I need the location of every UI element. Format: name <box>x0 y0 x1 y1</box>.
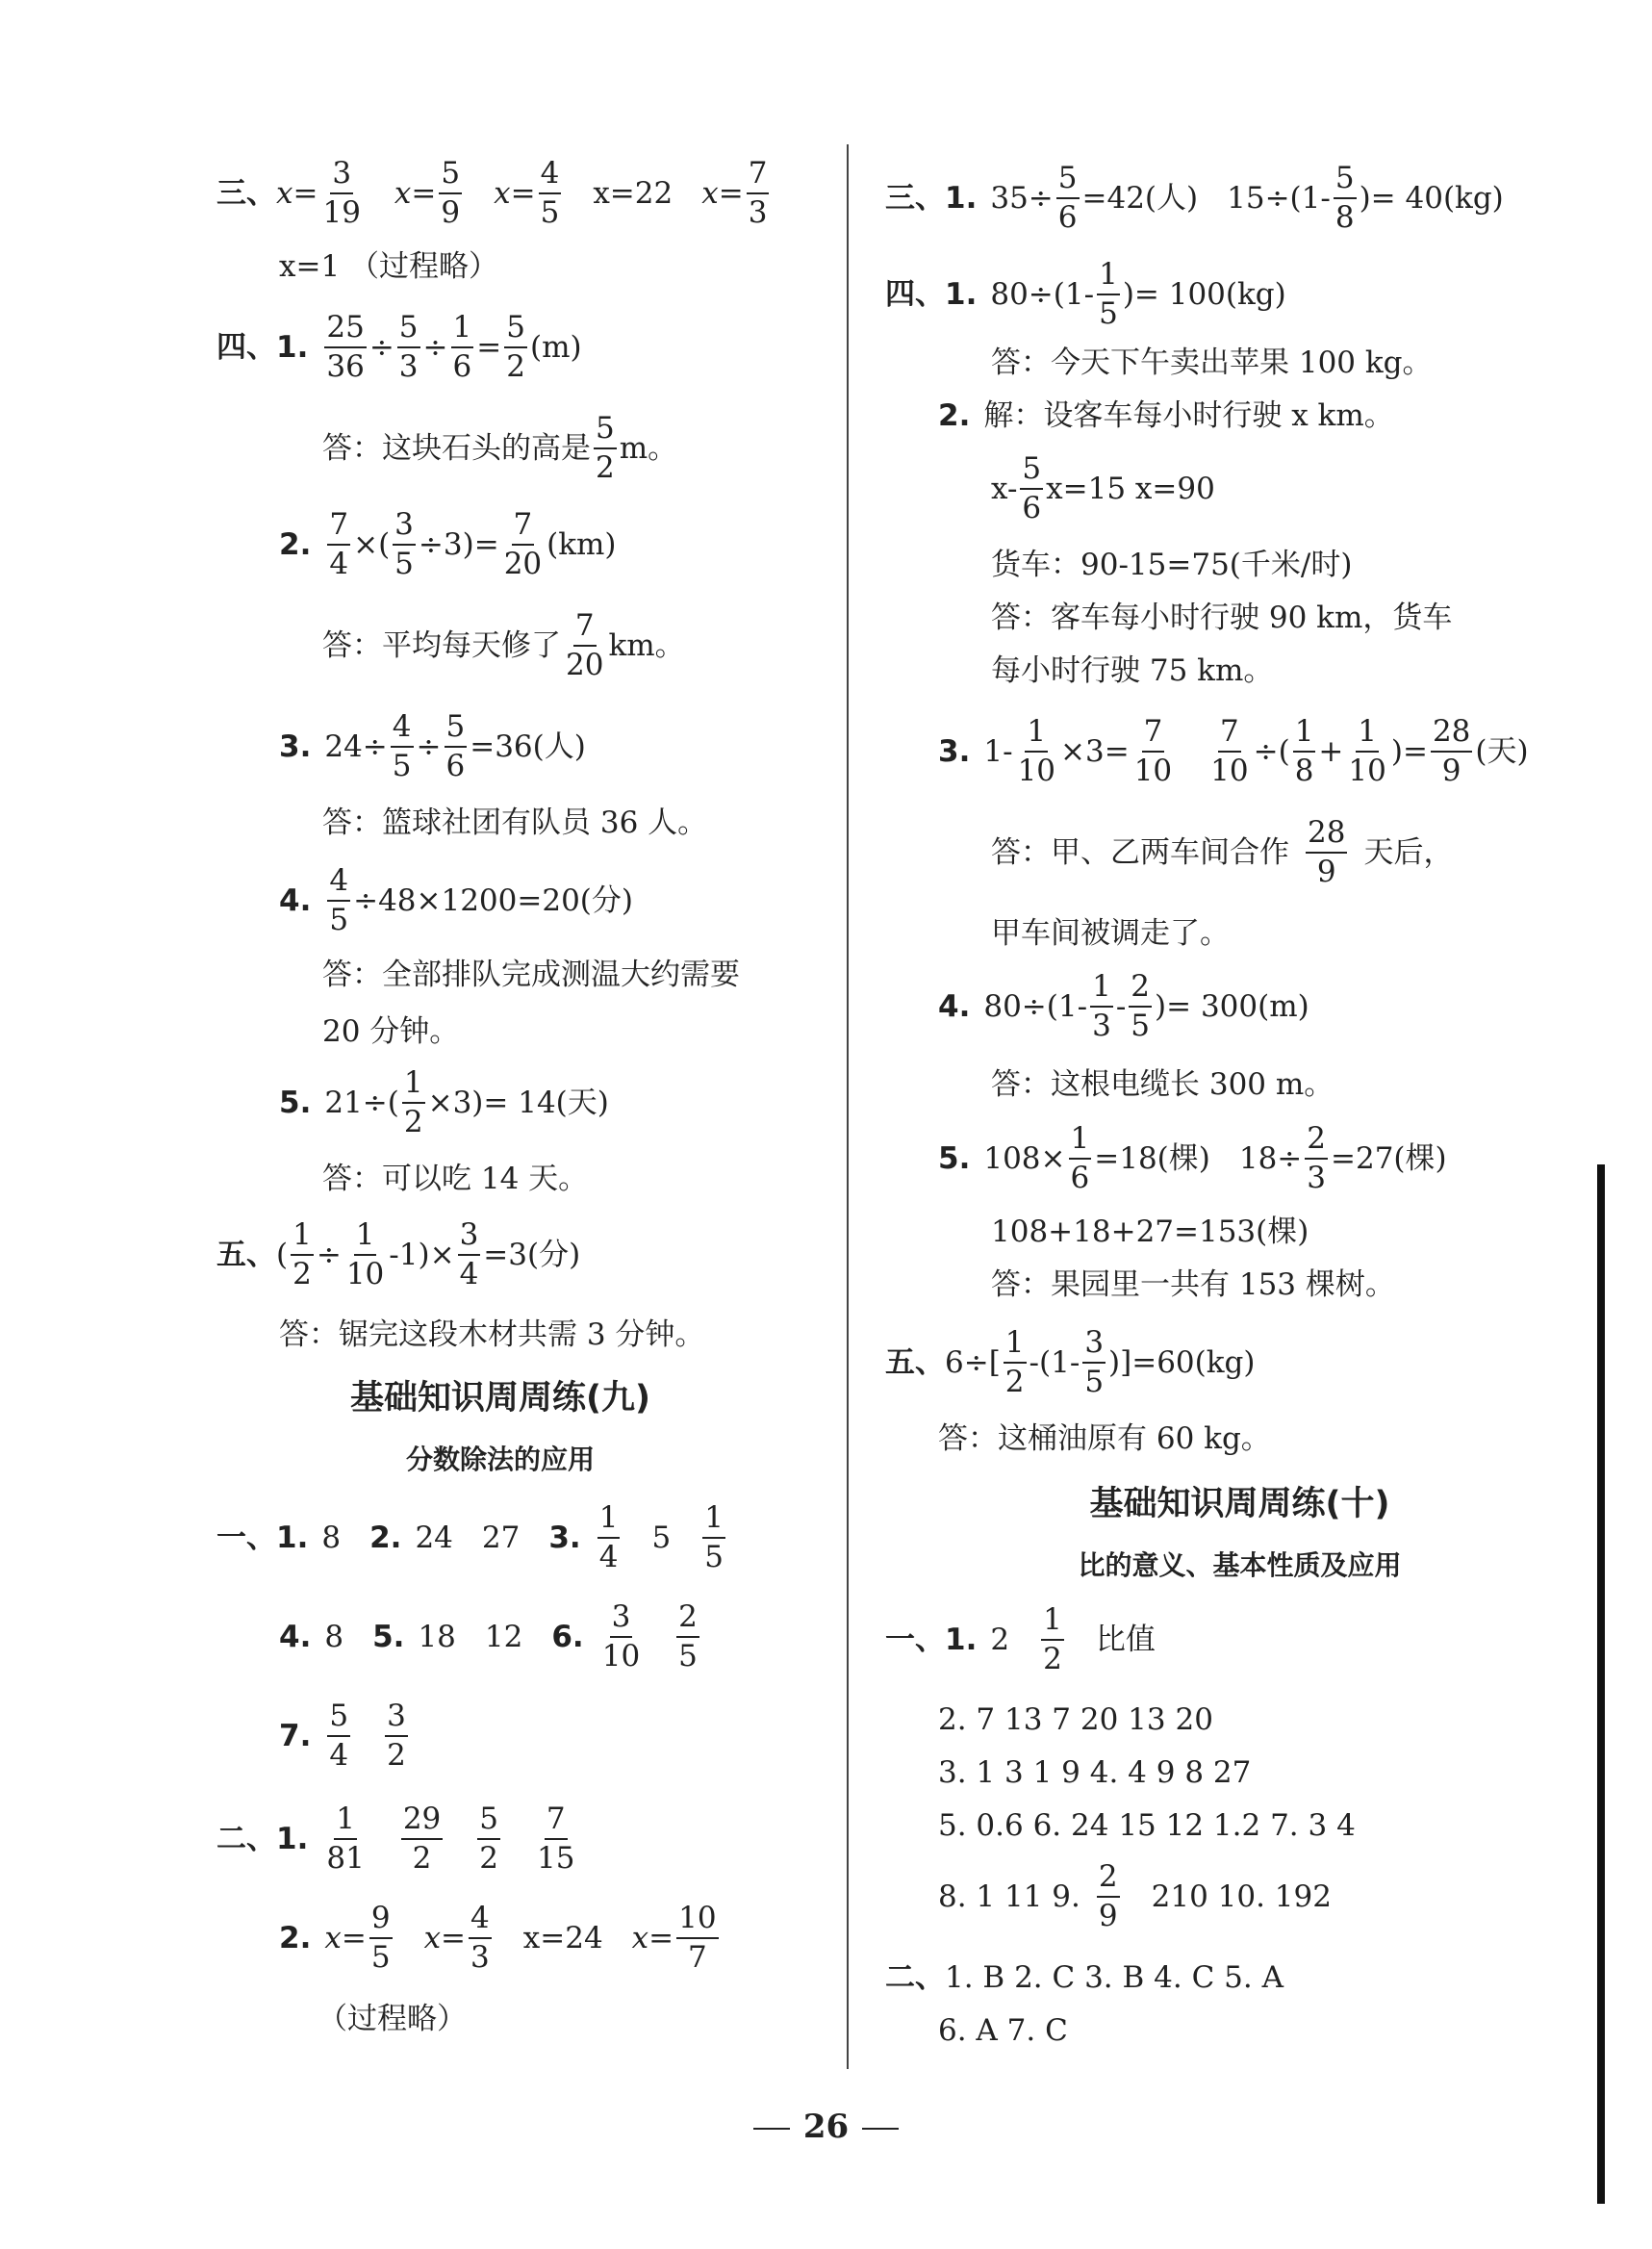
r-q2-freight: 货车：90-15=75(千米/时) <box>991 548 1353 582</box>
fraction: 1 3 <box>1092 969 1111 1043</box>
fraction: 1 5 <box>704 1500 724 1574</box>
fraction: 1 2 <box>292 1217 312 1291</box>
fraction: 4 3 <box>470 1901 490 1975</box>
question-number: 3. <box>938 733 971 769</box>
fraction: 1 2 <box>1004 1325 1025 1399</box>
fraction: 7 15 <box>537 1802 575 1876</box>
r-section-4-q4: 4. 80÷(1- 1 3 - 2 5 )= 300(m) <box>938 969 1309 1043</box>
question-number: 3. <box>279 728 312 764</box>
fraction: 1 8 <box>1294 714 1314 788</box>
week9-part2-line2: 2. x = 9 5 x = 4 3 x=24 x = 10 7 <box>279 1901 717 1975</box>
answer-q4-line2: 20 分钟。 <box>322 1014 460 1049</box>
section-4-q5: 5. 21÷( $\frac{1}{2}$ ×3)= 14(天) <box>279 1065 609 1139</box>
r-answer-q3-line2: 甲车间被调走了。 <box>991 916 1230 951</box>
fraction: $\frac{1}{6}$ <box>1070 1121 1090 1195</box>
week-10-subtitle: 比的意义、基本性质及应用 <box>1078 1549 1402 1581</box>
r-section-4-q3: 3. 1- $\frac{1}{10}$ ×3= $\frac{7}{10}$ $\frac{7}{10}$ ÷( 1 8 + $\frac{1}{10}$ )= $\frac{28}{9}$ (天) <box>938 714 1529 788</box>
page-number: 26 <box>0 2108 1652 2146</box>
fraction: 5 2 <box>506 310 525 384</box>
process-omitted-2: （过程略） <box>318 2002 467 2036</box>
fraction: $\frac{28}{9}$ <box>1432 714 1471 788</box>
week-9-title: 基础知识周周练(九) <box>350 1379 650 1418</box>
question-number: 4. <box>938 988 971 1024</box>
r-week10-part1-line2: 2. 7 13 7 20 13 20 <box>938 1702 1213 1737</box>
fraction: 3 5 <box>1084 1325 1105 1399</box>
fraction: 7 3 <box>748 156 768 230</box>
fraction: 5 2 <box>596 411 615 485</box>
section-4-q2: 2. 7 4 ×( $\frac{3}{5}$ ÷3)= $\frac{7}{20}$ (km) <box>279 507 617 581</box>
section-4-q3: 3. 24÷ $\frac{4}{5}$ ÷ $\frac{5}{6}$ =36(人) <box>279 709 586 783</box>
fraction: $\frac{3}{5}$ <box>394 507 414 581</box>
fraction: $\frac{4}{5}$ <box>392 709 412 783</box>
r-section-4-q2-line1: 2. 解：设客车每小时行驶 x km。 <box>938 398 1394 433</box>
fraction: 3 19 <box>322 156 361 230</box>
fraction: 4 5 <box>540 156 560 230</box>
r-q5-sum: 108+18+27=153(棵) <box>991 1214 1309 1249</box>
answer-q4-line1: 答：全部排队完成测温大约需要 <box>322 958 740 992</box>
answer-q1: 答：这块石头的高是 5 2 m。 <box>322 411 678 485</box>
fraction: 1 6 <box>452 310 472 384</box>
r-answer-q1: 答：今天下午卖出苹果 100 kg。 <box>991 345 1433 380</box>
fraction: 1 5 <box>1099 257 1118 331</box>
fraction: $\frac{7}{20}$ <box>503 507 543 581</box>
answer-q5: 答：可以吃 14 天。 <box>322 1162 589 1196</box>
r-section-4-q5: 5. 108× $\frac{1}{6}$ =18(棵) 18÷ $\frac{2}{3}$ =27(棵) <box>938 1121 1447 1195</box>
week9-part1-line1: 一、 1. 8 2. 24 27 3. 1 4 5 1 5 <box>216 1500 724 1574</box>
r-answer-section-5: 答：这桶油原有 60 kg。 <box>938 1421 1271 1456</box>
fraction: 7 20 <box>566 608 604 682</box>
fraction: 5 9 <box>441 156 461 230</box>
section-label: 四、 <box>216 329 276 365</box>
question-number: 2. <box>938 398 971 433</box>
question-number: 2. <box>279 526 312 562</box>
week-10-title: 基础知识周周练(十) <box>1089 1485 1390 1523</box>
fraction: 5 6 <box>1022 451 1042 525</box>
fraction: 2 9 <box>1098 1859 1118 1933</box>
section-label: 三、 <box>216 175 276 211</box>
fraction: 1 4 <box>598 1500 619 1574</box>
fraction: 28 9 <box>1308 815 1346 889</box>
fraction: 3 10 <box>601 1599 641 1674</box>
question-number: 1. <box>276 329 309 365</box>
r-week10-part1-line3: 3. 1 3 1 9 4. 4 9 8 27 <box>938 1755 1252 1790</box>
section-label: 五、 <box>216 1237 276 1272</box>
r-week10-part1-line4: 5. 0.6 6. 24 15 12 1.2 7. 3 4 <box>938 1808 1356 1843</box>
r-q2-answer-2: 每小时行驶 75 km。 <box>991 653 1274 688</box>
fraction: 7 4 <box>329 507 349 581</box>
r-q2-answer-1: 答：客车每小时行驶 90 km，货车 <box>991 601 1453 635</box>
fraction: 5 3 <box>398 310 419 384</box>
fraction: $\frac{2}{3}$ <box>1307 1121 1327 1195</box>
fraction: 2 5 <box>678 1599 698 1674</box>
week9-part1-line3: 7. 5 4 3 2 <box>279 1699 406 1773</box>
fraction: $\frac{7}{10}$ <box>1210 714 1249 788</box>
fraction: $\frac{5}{6}$ <box>445 709 466 783</box>
fraction: 29 2 <box>402 1802 442 1876</box>
r-section-3: 三、1. 35÷ $\frac{5}{6}$ =42(人) 15÷(1- 5 8 )= 40(kg) <box>885 161 1504 235</box>
answer-q2: 答：平均每天修了 7 20 km。 <box>322 608 685 682</box>
question-number: 5. <box>279 1085 312 1120</box>
section-3-equations: 三、 x = 3 19 x = 5 9 x = 4 5 x=22 x = 7 3 <box>216 156 768 230</box>
r-answer-q4: 答：这根电缆长 300 m。 <box>991 1067 1334 1102</box>
fraction: $\frac{5}{6}$ <box>1057 161 1078 235</box>
section-5: 五、 ( 1 2 ÷ 1 10 -1)× $\frac{3}{4}$ =3(分) <box>216 1217 581 1291</box>
fraction: 1 10 <box>345 1217 385 1291</box>
fraction: $\frac{7}{10}$ <box>1133 714 1173 788</box>
week9-part2-line1: 二、 1. 1 81 29 2 5 2 7 15 <box>216 1802 575 1876</box>
section-label: 二、 <box>216 1821 276 1856</box>
r-answer-q5: 答：果园里一共有 153 棵树。 <box>991 1267 1395 1302</box>
section-4-q4: 4. $\frac{4}{5}$ ÷48×1200=20(分) <box>279 863 633 937</box>
r-week10-part1-line1: 一、1. 2 1 2 比值 <box>885 1602 1156 1676</box>
fraction: 3 2 <box>387 1699 406 1773</box>
r-section-4-q1: 四、1. 80÷(1- 1 5 )= 100(kg) <box>885 257 1286 331</box>
process-omitted: x=1 （过程略） <box>279 249 499 284</box>
fraction: 2 5 <box>1131 969 1151 1043</box>
r-week10-part2-line2: 6. A 7. C <box>938 2013 1068 2048</box>
fraction: 5 4 <box>329 1699 349 1773</box>
fraction: $\frac{1}{10}$ <box>1348 714 1386 788</box>
fraction: 25 36 <box>326 310 365 384</box>
r-week10-part1-line5: 8. 1 11 9. 2 9 210 10. 192 <box>938 1859 1332 1933</box>
answer-section-5: 答：锯完这段木材共需 3 分钟。 <box>279 1317 705 1352</box>
equation-text: x=22 <box>593 175 674 211</box>
fraction: 5 2 <box>479 1802 498 1876</box>
question-number: 4. <box>279 882 312 918</box>
r-q2-equation: x- 5 6 x=15 x=90 <box>991 451 1215 525</box>
fraction: 5 8 <box>1334 161 1355 235</box>
section-label: 一、1. <box>885 1622 978 1657</box>
r-week10-part2-line1: 二、 1. B 2. C 3. B 4. C 5. A <box>885 1960 1283 1995</box>
section-label: 二、 <box>885 1960 945 1995</box>
fraction: 1 81 <box>326 1802 365 1876</box>
section-label: 五、 <box>885 1344 945 1380</box>
r-section-5: 五、 6÷[ 1 2 -(1- 3 5 )]=60(kg) <box>885 1325 1256 1399</box>
week9-part1-line2: 4. 8 5. 18 12 6. 3 10 2 5 <box>279 1599 698 1674</box>
fraction: $\frac{1}{2}$ <box>403 1065 423 1139</box>
section-4-q1: 四、 1. 25 36 ÷ 5 3 ÷ 1 6 = 5 2 (m) <box>216 310 582 384</box>
question-number: 5. <box>938 1140 971 1176</box>
fraction: 1 2 <box>1043 1602 1062 1676</box>
fraction: $\frac{3}{4}$ <box>459 1217 479 1291</box>
fraction: 9 5 <box>370 1901 391 1975</box>
week-9-subtitle: 分数除法的应用 <box>405 1444 595 1475</box>
r-answer-q3: 答：甲、乙两车间合作 28 9 天后， <box>991 815 1454 889</box>
fraction: $\frac{4}{5}$ <box>329 863 349 937</box>
section-label: 四、1. <box>885 276 978 312</box>
fraction: 10 7 <box>678 1901 717 1975</box>
section-label: 一、 <box>216 1520 276 1555</box>
answer-q3: 答：篮球社团有队员 36 人。 <box>322 805 708 840</box>
right-column <box>847 0 1652 2249</box>
section-label: 三、1. <box>885 180 978 216</box>
fraction: $\frac{1}{10}$ <box>1017 714 1056 788</box>
